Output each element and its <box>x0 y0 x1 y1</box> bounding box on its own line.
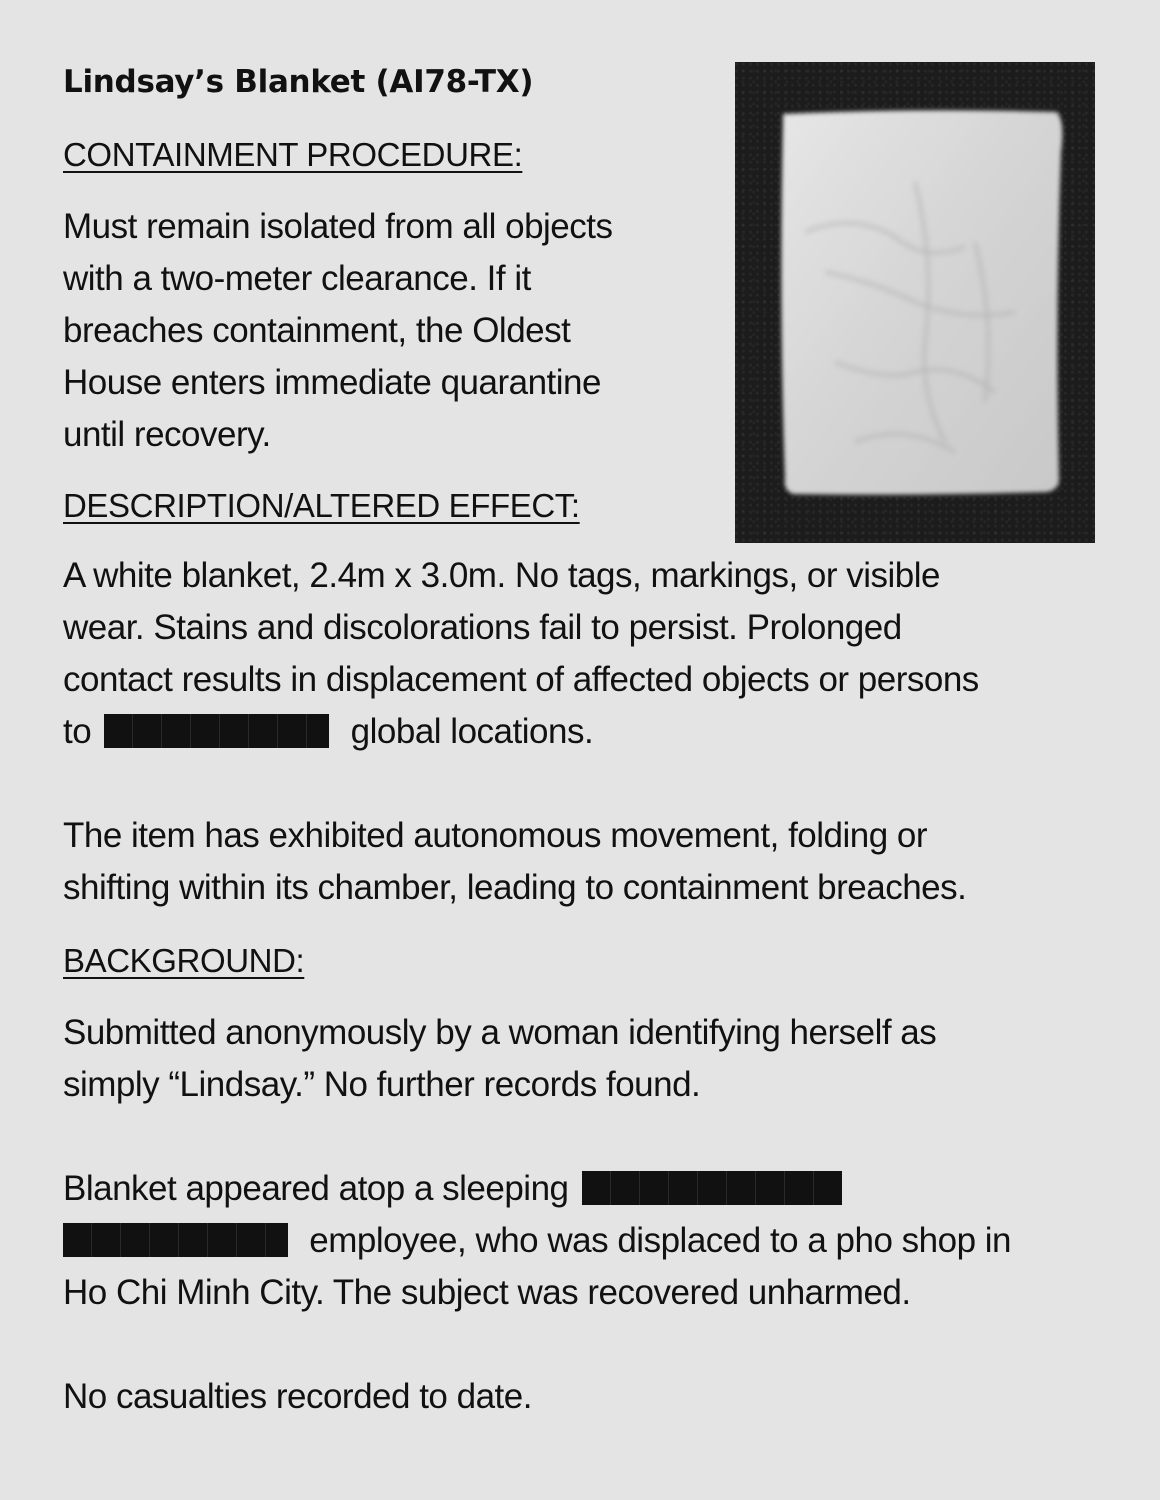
text-line: shifting within its chamber, leading to containment breaches. <box>63 868 967 907</box>
description-heading: DESCRIPTION/ALTERED EFFECT: <box>63 487 580 524</box>
text-line: Must remain isolated from all objects <box>63 207 613 246</box>
text-line-redacted <box>63 706 979 758</box>
text-line-redacted <box>63 1215 1011 1267</box>
background-text-3 <box>63 1371 532 1423</box>
text-fragment: Blanket appeared atop a sleeping <box>63 1169 569 1208</box>
containment-text <box>63 201 613 461</box>
redaction-bar <box>582 1171 842 1205</box>
text-line: contact results in displacement of affected objects or persons <box>63 660 979 699</box>
document-title: Lindsay’s Blanket (AI78-TX) <box>63 64 534 100</box>
text-line: The item has exhibited autonomous movement, folding or <box>63 816 928 855</box>
text-fragment: employee, who was displaced to a pho shop in <box>309 1221 1012 1260</box>
text-line: until recovery. <box>63 415 271 454</box>
text-line-redacted <box>63 1163 1011 1215</box>
text-line: wear. Stains and discolorations fail to persist. Prolonged <box>63 608 902 647</box>
text-line: No casualties recorded to date. <box>63 1377 532 1416</box>
text-line: breaches containment, the Oldest <box>63 311 571 350</box>
description-text-2 <box>63 810 966 914</box>
blanket-image <box>735 62 1095 543</box>
text-fragment: global locations. <box>350 712 594 751</box>
text-line: A white blanket, 2.4m x 3.0m. No tags, markings, or visible <box>63 556 940 595</box>
background-text-2 <box>63 1163 1011 1319</box>
description-text <box>63 550 979 758</box>
text-line: with a two-meter clearance. If it <box>63 259 531 298</box>
containment-heading: CONTAINMENT PROCEDURE: <box>63 136 523 173</box>
redaction-bar <box>63 1223 288 1257</box>
background-text <box>63 1007 936 1111</box>
text-line: simply “Lindsay.” No further records found. <box>63 1065 701 1104</box>
text-fragment: to <box>63 712 92 751</box>
blanket-photo <box>735 62 1095 543</box>
text-line: House enters immediate quarantine <box>63 363 601 402</box>
redaction-bar <box>104 714 329 748</box>
text-line: Submitted anonymously by a woman identifying herself as <box>63 1013 937 1052</box>
text-line: Ho Chi Minh City. The subject was recovered unharmed. <box>63 1273 911 1312</box>
background-heading: BACKGROUND: <box>63 942 305 979</box>
